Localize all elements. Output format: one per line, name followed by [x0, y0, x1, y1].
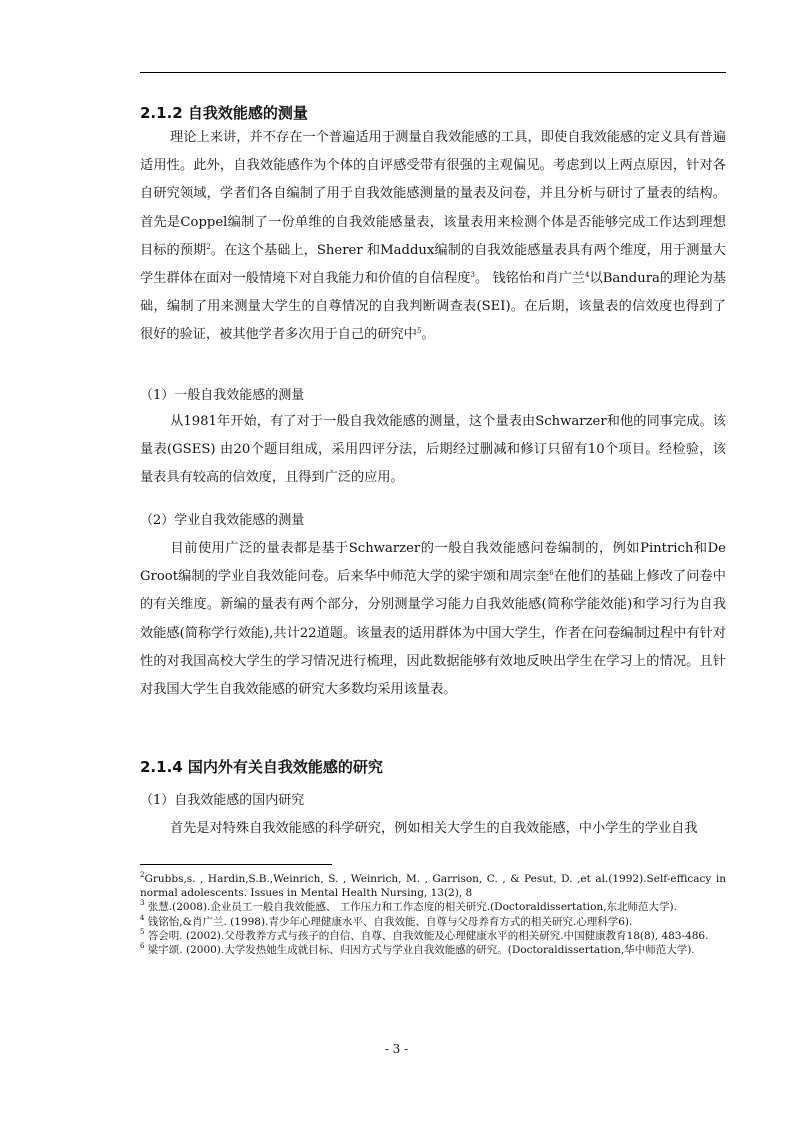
paragraph-gses: 从1981年开始，有了对于一般自我效能感的测量，这个量表由Schwarzer和他的同事完成。该量表(GSES) 由20个题目组成，采用四评分法，后期经过删减和修订只留有10个项目。经检验，该量表具有较高的信效度，且得到广泛的应用。 [140, 414, 726, 486]
footnote-rule [140, 864, 332, 865]
paragraph-domestic-research: 首先是对特殊自我效能感的科学研究，例如相关大学生的自我效能感，中小学生的学业自我 [170, 821, 698, 836]
footnote-6: $^6$ 梁宇颂. (2000).大学发热她生成就目标、归因方式与学业自我效能感的研究。(Doctoraldissertation,华中师范大学). [140, 942, 695, 957]
footnote-ref: 6 [549, 569, 554, 578]
footnote-ref: 5 [416, 327, 422, 336]
section-heading-2-1-2: 2.1.2 自我效能感的测量 [140, 104, 308, 122]
page-number: - 3 - [384, 1042, 409, 1056]
section-heading-2-1-4: 2.1.4 国内外有关自我效能感的研究 [140, 758, 383, 776]
footnotes [140, 872, 726, 957]
footnote-3: $^3$ 张慧.(2008).企业员工一般自我效能感、 工作压力和工作态度的相关研究.(Doctoraldissertation,东北师范大学). [140, 899, 677, 914]
footnote-ref: 3 [470, 271, 475, 280]
header-rule [140, 72, 726, 73]
footnote-5: $^5$ 答会明. (2002).父母教养方式与孩子的自信、自尊、自我效能及心理健康水平的相关研究.中国健康教育18(8), 483-486. [140, 927, 709, 942]
subheading-general-self-efficacy: （1）一般自我效能感的测量 [140, 388, 305, 403]
footnote-2: $^2$Grubbs,s. , Hardin,S.B.,Weinrich, S. , Weinrich, M. , Garrison, C. , & Pesut, D. ,et al.(1992).Self-efficacy in normal adolescents. Issues in Mental Health Nursing, 13(2), 8 [140, 871, 726, 900]
footnote-ref: 4 [585, 271, 590, 280]
footnote-4: $^4$ 钱铭怡,&肖广兰. (1998).青少年心理健康水平、自我效能、自尊与父母养育方式的相关研究.心理科学6). [140, 913, 633, 928]
footnote-ref: 2 [206, 242, 211, 251]
paragraph-academic-scale: 目前使用广泛的量表都是基于Schwarzer的一般自我效能感问卷编制的，例如Pintrich和De Groot编制的学业自我效能问卷。后来华中师范大学的梁宇颂和周宗奎$^6$在他们的基础上修改了问卷中的有关维度。新编的量表有两个部分，分别测量学习能力自我效能感(简称学能效能)和学习行为自我效能感(简称学行效能),共计22道题。该量表的适用群体为中国大学生，作者在问卷编制过程中有针对性的对我国高校大学生的学习情况进行梳理，因此数据能够有效地反映出学生在学习上的情况。且针对我国大学生自我效能感的研究大多数均采用该量表。 [140, 541, 726, 698]
subheading-academic-self-efficacy: （2）学业自我效能感的测量 [140, 513, 305, 528]
paragraph-measurement-intro: 理论上来讲，并不存在一个普遍适用于测量自我效能感的工具，即使自我效能感的定义具有普遍适用性。此外，自我效能感作为个体的自评感受带有很强的主观偏见。考虑到以上两点原因，针对各自研究领域，学者们各自编制了用于自我效能感测量的量表及问卷，并且分析与研讨了量表的结构。首先是Coppel编制了一份单维的自我效能感量表，该量表用来检测个体是否能够完成工作达到理想目标的预期$^2$。在这个基础上，Sherer 和Maddux编制的自我效能感量表具有两个维度，用于测量大学生群体在面对一般情境下对自我能力和价值的自信程度$^3$。 钱铭怡和肖广兰$^4$以Bandura的理论为基础，编制了用来测量大学生的自尊情况的自我判断调查表(SEI)。在后期，该量表的信效度也得到了很好的验证，被其他学者多次用于自己的研究中$^5$。 [140, 130, 726, 343]
subheading-domestic-research: （1）自我效能感的国内研究 [140, 793, 305, 808]
